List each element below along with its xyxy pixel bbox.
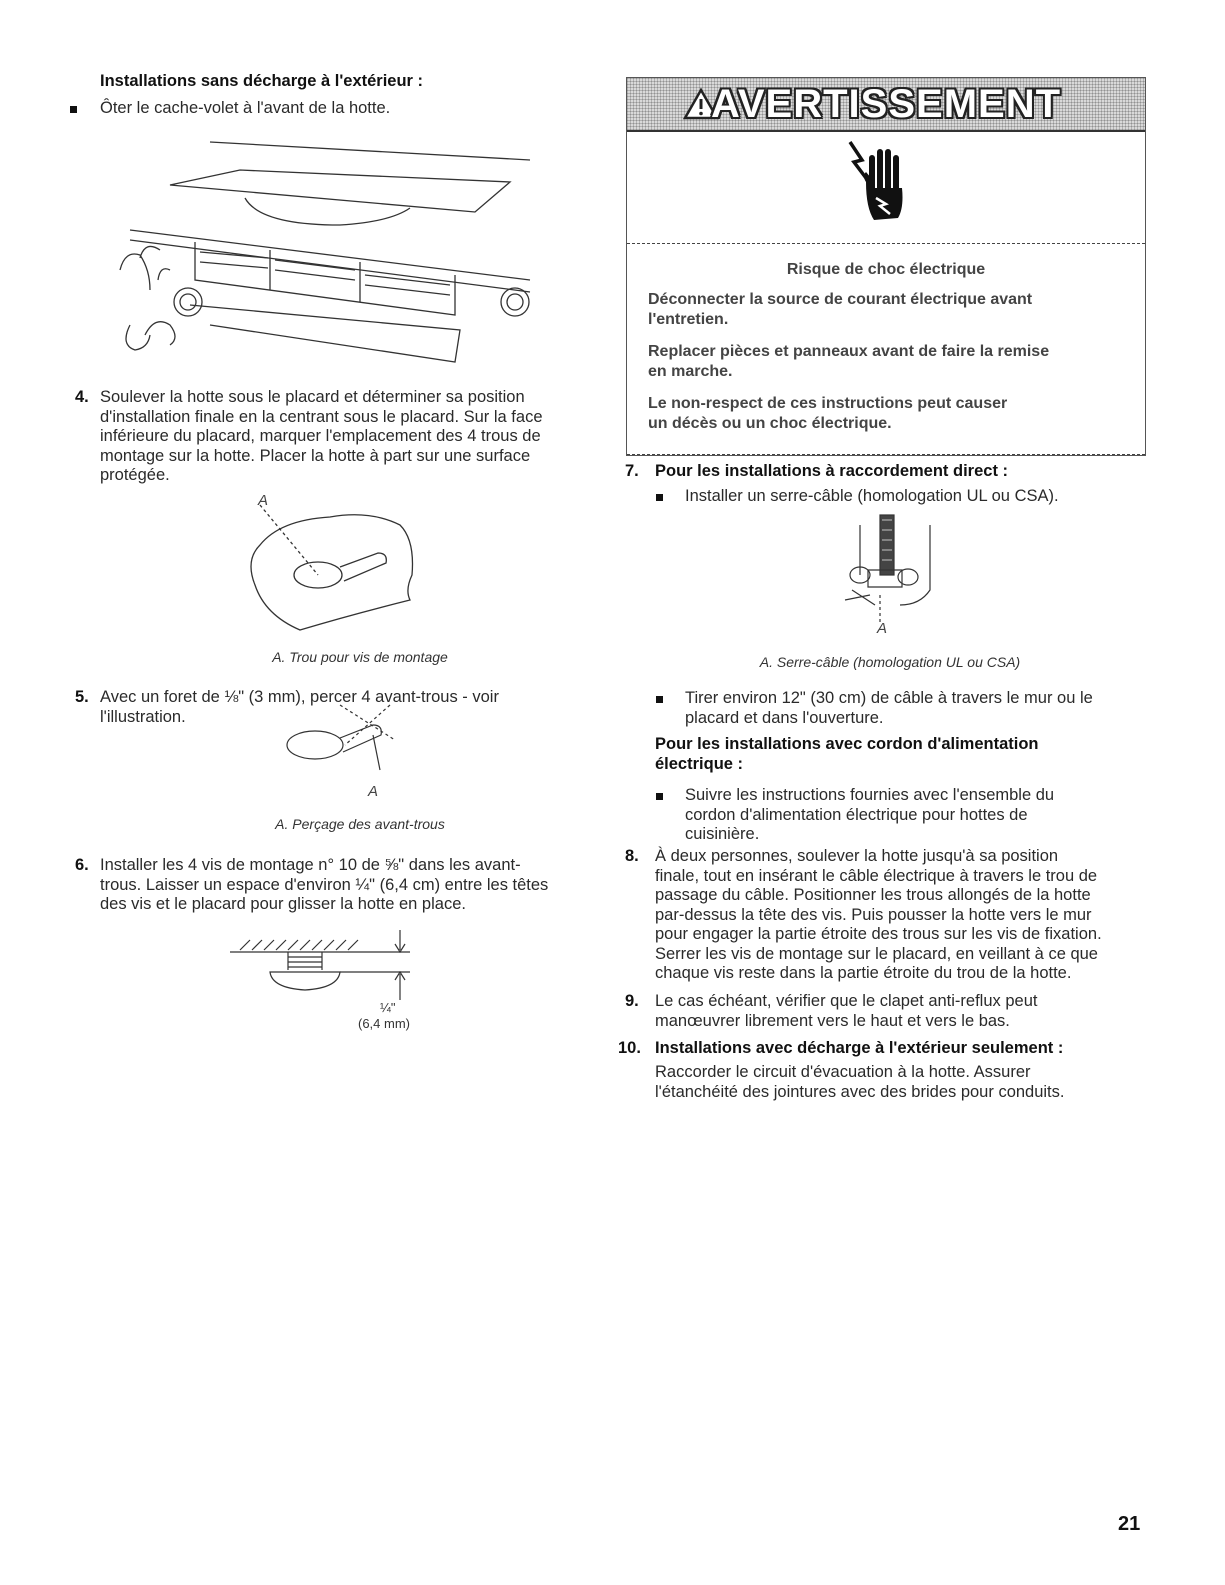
step-line: d'installation finale en la centrant sous le placard. Sur la face (100, 407, 543, 426)
warning-title: AVERTISSEMENT (710, 82, 1062, 126)
step-line: par-dessus la tête des vis. Puis pousser la hotte vers le mur (655, 905, 1092, 924)
bullet-marker (656, 494, 663, 501)
bullet-text: Installer un serre-câble (homologation UL ou CSA). (685, 487, 1059, 505)
bullet-text (685, 689, 1093, 728)
section-heading: Installations sans décharge à l'extérieur : (100, 72, 424, 90)
step-line: Avec un foret de ⅛" (3 mm), percer 4 avant-trous - voir (100, 688, 499, 706)
step-line: Le cas échéant, vérifier que le clapet anti-reflux peut (655, 992, 1038, 1010)
warning-line: Replacer pièces et panneaux avant de faire la remise (648, 343, 1050, 360)
step-line: trous. Laisser un espace d'environ ¼" (6,4 cm) entre les têtes (100, 875, 549, 894)
bullet-line: Suivre les instructions fournies avec l'ensemble du (685, 786, 1055, 804)
step-line: montage sur la hotte. Placer la hotte à part sur une surface (100, 446, 531, 465)
figure-caption: A. Serre-câble (homologation UL ou CSA) (759, 654, 1021, 670)
warning-line: Le non-respect de ces instructions peut causer (648, 395, 1008, 412)
hood-cover-illustration (110, 130, 540, 370)
sub-heading (655, 735, 1039, 774)
pilot-hole-illustration (285, 700, 405, 780)
bullet-marker (70, 106, 77, 113)
step-number: 8. (625, 847, 639, 865)
step-line: Serrer les vis de montage sur le placard, en veillant à ce que (655, 944, 1098, 963)
mounting-hole-illustration (240, 505, 430, 635)
warning-header (627, 78, 1145, 132)
warning-line: l'entretien. (648, 311, 729, 328)
step-text (100, 856, 548, 915)
bullet-marker (656, 793, 663, 800)
step-number: 6. (75, 856, 89, 874)
step-number: 9. (625, 992, 639, 1010)
step-line: chaque vis reste dans la partie étroite du trou de la hotte. (655, 964, 1072, 982)
step-line: passage du câble. Positionner les trous allongés de la hotte (655, 886, 1091, 904)
warning-bottom-border (627, 454, 1145, 455)
step-line: finale, tout en insérant le câble électrique à travers le trou de (655, 866, 1098, 885)
step-line: Soulever la hotte sous le placard et déterminer sa position (100, 388, 525, 406)
screw-gap-illustration (230, 930, 430, 1005)
strain-relief-illustration (840, 515, 940, 625)
heading-line: électrique : (655, 754, 744, 773)
warning-box (626, 77, 1146, 456)
bullet-line: Tirer environ 12" (30 cm) de câble à travers le mur ou le (685, 689, 1093, 707)
step-line: l'étanchéité des jointures avec des brides pour conduits. (655, 1082, 1065, 1101)
figure-caption: A. Perçage des avant-trous (275, 816, 445, 832)
warning-risk: Risque de choc électrique (786, 261, 986, 278)
step-line: des vis et le placard pour glisser la hotte en place. (100, 895, 466, 913)
bullet-line: cordon d'alimentation électrique pour hottes de (685, 805, 1028, 824)
step-line: pour engager la partie étroite des trous sur les vis de fixation. (655, 925, 1102, 943)
figure-label: A (258, 492, 269, 509)
electric-shock-icon (844, 138, 914, 233)
heading-line: Pour les installations avec cordon d'alimentation (655, 735, 1039, 753)
step-number: 4. (75, 388, 89, 406)
step-heading: Pour les installations à raccordement direct : (655, 462, 1009, 480)
dimension-label: (6,4 mm) (358, 1016, 410, 1031)
dimension-label: ¼" (380, 1000, 396, 1015)
step-line: Raccorder le circuit d'évacuation à la hotte. Assurer (655, 1063, 1031, 1081)
bullet-text: Ôter le cache-volet à l'avant de la hotte. (100, 99, 391, 117)
step-heading: Installations avec décharge à l'extérieur seulement : (655, 1039, 1064, 1057)
step-number: 5. (75, 688, 89, 706)
warning-line: en marche. (648, 363, 733, 380)
step-text (655, 992, 1037, 1031)
bullet-line: placard et dans l'ouverture. (685, 708, 884, 727)
step-line: l'illustration. (100, 707, 186, 726)
figure-label: A (877, 620, 888, 637)
step-line: Installer les 4 vis de montage n° 10 de ⅝" dans les avant- (100, 856, 521, 874)
page-number: 21 (1118, 1513, 1141, 1535)
bullet-line: cuisinière. (685, 825, 760, 843)
step-line: inférieure du placard, marquer l'emplacement des 4 trous de (100, 427, 541, 445)
step-text (655, 847, 1102, 984)
bullet-marker (656, 696, 663, 703)
step-line: manœuvrer librement vers le haut et vers le bas. (655, 1011, 1010, 1030)
step-number: 7. (625, 462, 639, 480)
figure-label: A (368, 783, 379, 800)
step-line: À deux personnes, soulever la hotte jusqu'à sa position (655, 847, 1059, 865)
step-text (100, 388, 543, 486)
warning-line: Déconnecter la source de courant électrique avant (648, 291, 1033, 308)
step-line: protégée. (100, 466, 170, 484)
step-text (655, 1063, 1064, 1102)
bullet-text (685, 786, 1054, 845)
warning-line: un décès ou un choc électrique. (648, 415, 892, 432)
figure-caption: A. Trou pour vis de montage (272, 649, 448, 665)
warning-divider (627, 243, 1145, 244)
step-number: 10. (618, 1039, 641, 1057)
